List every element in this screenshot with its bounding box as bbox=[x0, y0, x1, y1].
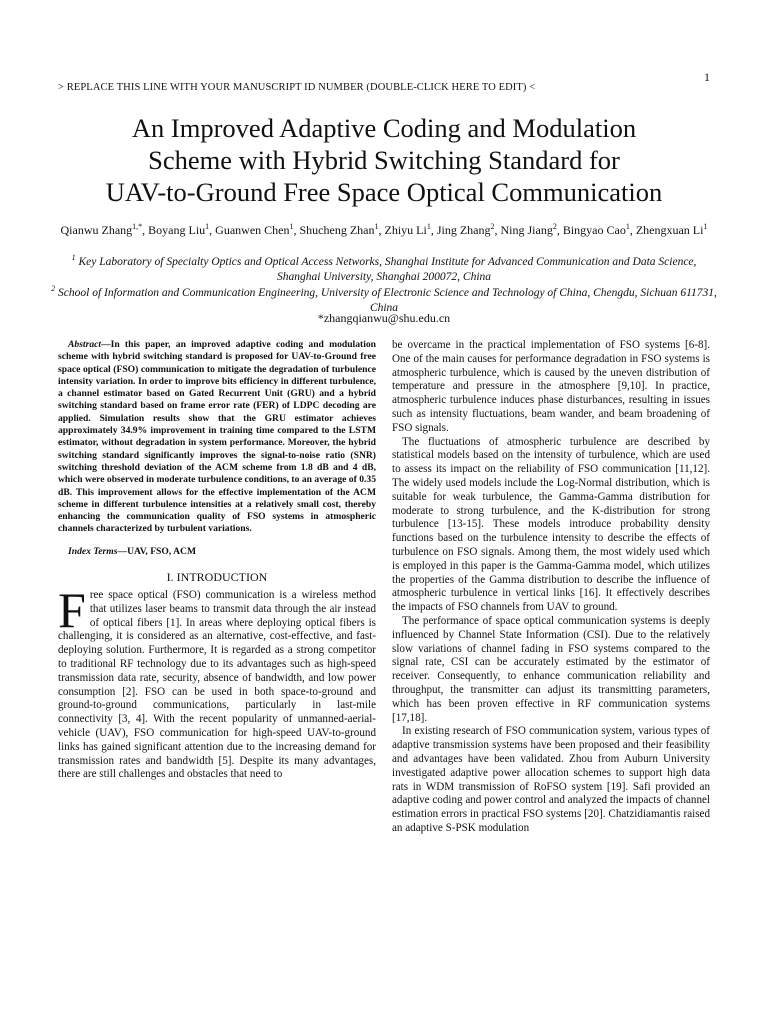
right-column bbox=[392, 339, 710, 836]
title-line-1: An Improved Adaptive Coding and Modulation bbox=[131, 113, 637, 143]
author: Bingyao Cao$^1$ bbox=[562, 222, 630, 237]
author: Jing Zhang$^2$ bbox=[436, 222, 495, 237]
manuscript-id-line: > REPLACE THIS LINE WITH YOUR MANUSCRIPT ID NUMBER (DOUBLE-CLICK HERE TO EDIT) < bbox=[58, 82, 536, 93]
section-heading-introduction: I. INTRODUCTION bbox=[166, 570, 268, 585]
intro-paragraph-1: Free space optical (FSO) communication is a wireless method that utilizes laser beams to transmit data through the air instead of optical fibers [1]. In areas where deploying optical fibers is challenging, it is considered as an alternative, cost-effective, and fast-deploying solution. Furthermore, It is regarded as a strong competitor to traditional RF technology due to its advantages such as high-speed transmission data rate, security, absence of bandwidth, and low power consumption [2]. FSO can be used in both space-to-ground and ground-to-ground communications, particularly in last-mile connectivity [3, 4]. With the recent popularity of unmanned-aerial-vehicle (UAV), FSO communication for high-speed UAV-to-ground links has gained significant attention due to the increasing demand for transmission rates and bandwidth [5]. Despite its many advantages, there are still challenges and obstacles that need to bbox=[58, 582, 376, 781]
paper-title bbox=[40, 112, 728, 208]
index-terms-text: —UAV, FSO, ACM bbox=[117, 545, 197, 557]
page-number: 1 bbox=[704, 70, 710, 84]
author: Boyang Liu$^1$ bbox=[148, 222, 210, 237]
affiliation-2: $^2$ School of Information and Communication Engineering, University of Electronic Science and Technology of China, Chengdu, Sichuan 611731, China bbox=[51, 284, 717, 314]
author: Ning Jiang$^2$ bbox=[500, 222, 557, 237]
author: Zhengxuan Li$^1$ bbox=[635, 222, 708, 237]
affiliation-1: $^1$ Key Laboratory of Specialty Optics and Optical Access Networks, Shanghai Institute for Advanced Communication and Data Science, Shanghai University, Shanghai 200072, China bbox=[71, 253, 697, 283]
abstract bbox=[58, 339, 376, 536]
body-paragraph: be overcame in the practical implementation of FSO systems [6-8]. One of the main causes for performance degradation in FSO systems is atmospheric turbulence, which is caused by the uneven distribution of temperature and pressure in the atmosphere [9,10]. In practice, atmospheric turbulence induces phase disturbances, resulting in issues such as intensity fluctuations, beam wander, and beam broadening of FSO signals. bbox=[392, 339, 710, 434]
title-line-2: Scheme with Hybrid Switching Standard for bbox=[148, 145, 620, 175]
body-paragraph: The fluctuations of atmospheric turbulence are described by statistical models based on the intensity of turbulence, which are used to assess its impact on the reliability of FSO communication [11,12]. The widely used models include the Log-Normal distribution, which is suitable for weak turbulence, the Gamma-Gamma distribution for moderate to strong turbulence, and the K-distribution for strong turbulence [13-15]. These models introduce probability density functions based on the turbulence intensity to describe the effects of turbulence on FSO signals. Among them, the most widely used which is employed in this paper is the Gamma-Gamma model, which utilizes the properties of the Gamma distribution to describe the influence of atmospheric turbulence in vertical links [16]. It effectively describes the impacts of FSO channels from UAV to ground. bbox=[392, 435, 710, 614]
index-terms bbox=[58, 546, 376, 558]
author-list: Qianwu Zhang$^{1,*}$, Boyang Liu$^1$, Guanwen Chen$^1$, Shucheng Zhan$^1$, Zhiyu Li$^1$, Jing Zhang$^2$, Ning Jiang$^2$, Bingyao Cao$^1$, Zhengxuan Li$^1$ bbox=[60, 222, 708, 237]
abstract-text: —In this paper, an improved adaptive coding and modulation scheme with hybrid switching standard is proposed for UAV-to-Ground free space optical (FSO) communication to mitigate the degradation of turbulence intensity variation. In order to improve bits efficiency in different turbulence, a channel estimator based on Gated Recurrent Unit (GRU) and a hybrid switching standard based on frame error rate (FER) of LDPC decoding are applied. Simulation results show that the GRU estimator achieves approximately 34.9% improvement in training time compared to the LSTM estimator, without degradation in system performance. Moreover, the hybrid switching standard significantly improves the signal-to-noise ratio (SNR) switching threshold deviation of the ACM scheme from 1.8 dB and 4 dB, which were observed in moderate turbulence conditions, to an average of 0.35 dB. This improvement allows for the effective implementation of the ACM scheme in different turbulence intensities at a relatively small cost, thereby enhancing the communication quality of FSO systems in atmospheric channels characterized by turbulent variations. bbox=[58, 339, 376, 535]
author: Zhiyu Li$^1$ bbox=[384, 222, 431, 237]
corresponding-email: *zhangqianwu@shu.edu.cn bbox=[317, 311, 451, 325]
drop-cap: F bbox=[58, 582, 86, 639]
author: Guanwen Chen$^1$ bbox=[215, 222, 294, 237]
body-paragraph: In existing research of FSO communication system, various types of adaptive transmission systems have been proposed and their feasibility and advantages have been validated. Zhou from Auburn University investigated adaptive power allocation schemes to support high data rats in WDM transmission of RoFSO system [19]. Safi provided an adaptive coding and power control and analyzed the impacts of channel estimation errors in practical FSO systems [20]. Chatzidiamantis raised an adaptive S-PSK modulation bbox=[392, 725, 710, 834]
author: Shucheng Zhan$^1$ bbox=[299, 222, 379, 237]
left-column bbox=[58, 339, 376, 782]
index-terms-label: Index Terms bbox=[68, 545, 118, 557]
body-paragraph: The performance of space optical communication systems is deeply influenced by Channel State Information (CSI). Due to the relatively slow variations of channel fading in FSO systems compared to the signal rate, CSI can be accurately estimated by the estimator of receiver. Consequently, to enhance communication reliability and throughput, the transmitter can adjust its transmitting parameters, which has been proven effective in RF communication systems [17,18]. bbox=[392, 614, 710, 724]
title-line-3: UAV-to-Ground Free Space Optical Communication bbox=[105, 177, 663, 207]
author: Qianwu Zhang$^{1,*}$ bbox=[60, 222, 143, 237]
abstract-label: Abstract bbox=[68, 339, 102, 350]
